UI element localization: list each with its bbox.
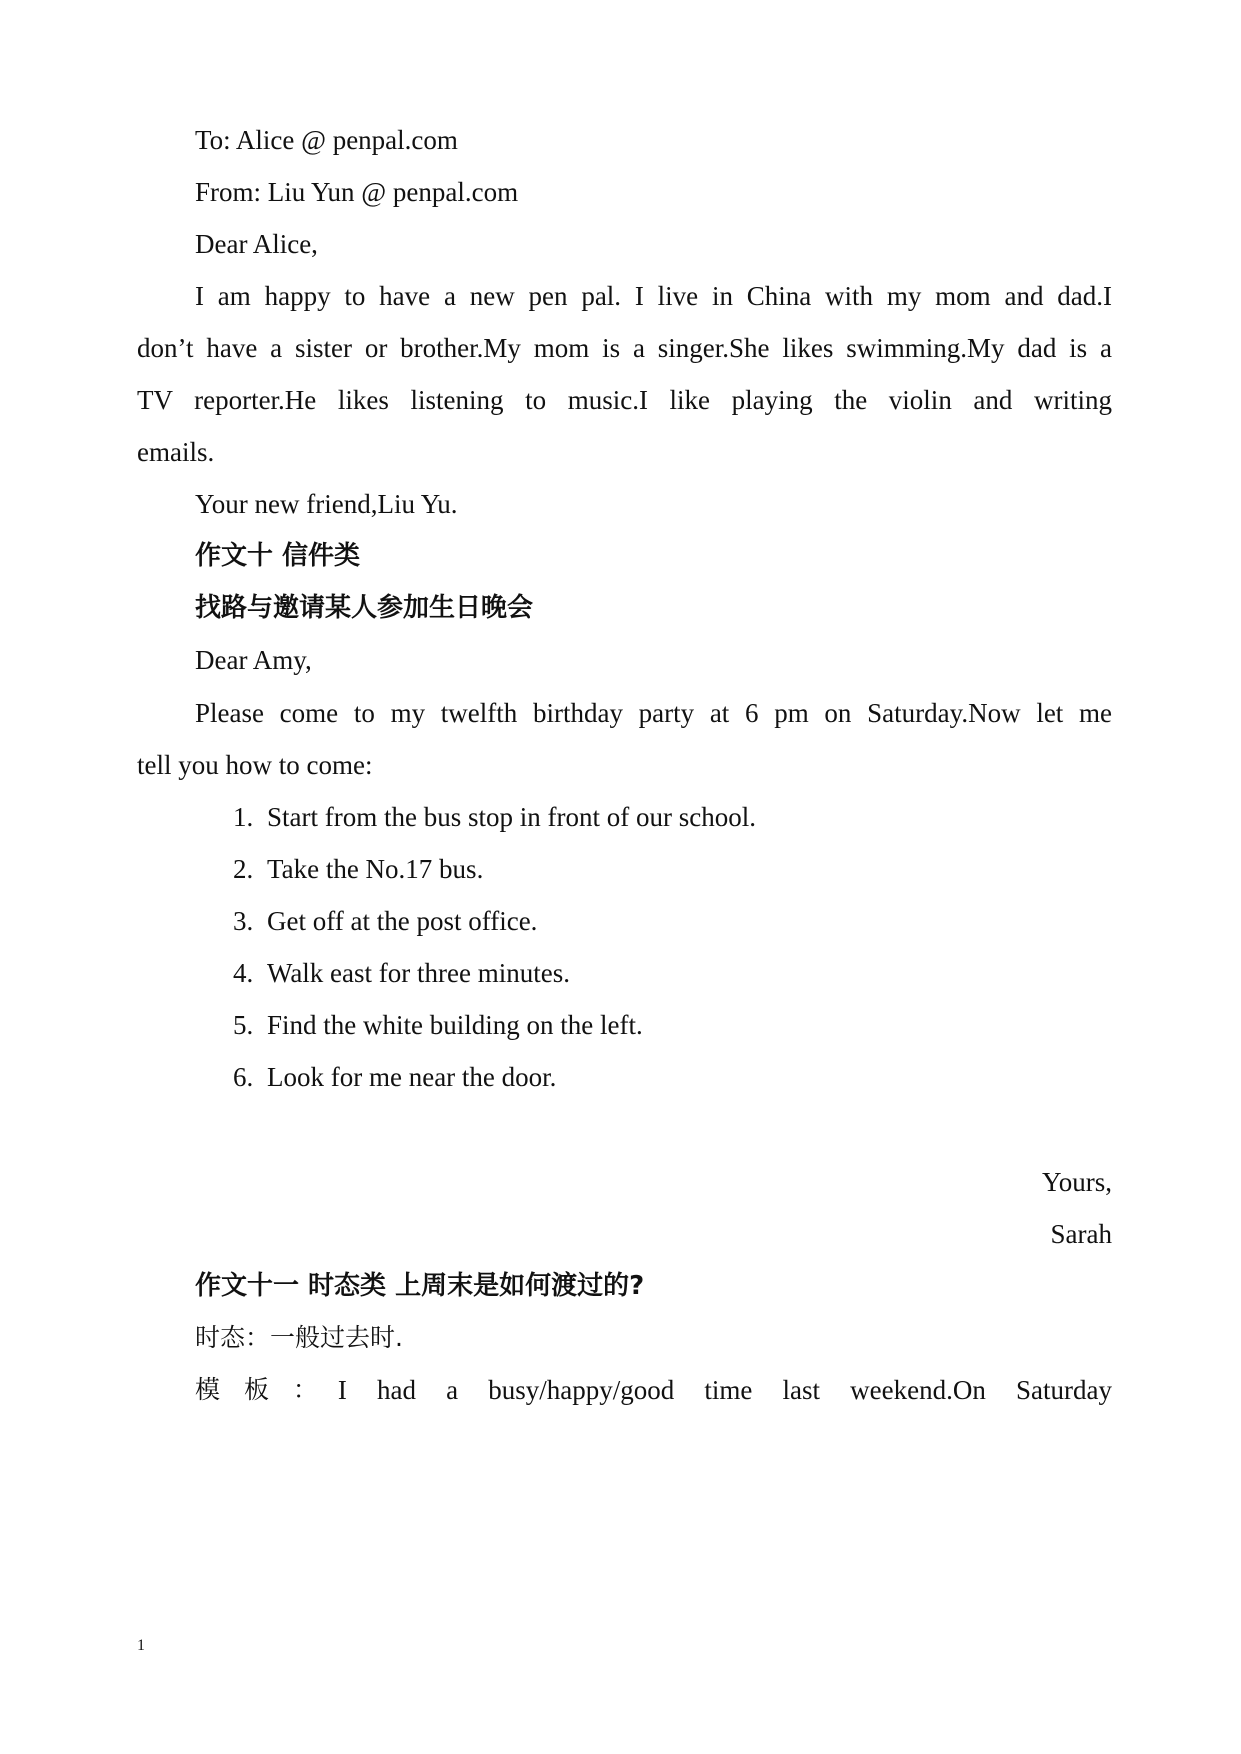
email-to-line: To: Alice @ penpal.com xyxy=(195,125,458,155)
letter2-intro-line: tell you how to come: xyxy=(137,750,373,780)
direction-step xyxy=(233,851,483,887)
letter2-signature: Sarah xyxy=(1050,1219,1112,1249)
template-label: 模 板 ： xyxy=(195,1375,326,1404)
letter1-body-line: don’t have a sister or brother.My mom is a singer.She likes swimming.My dad is a xyxy=(137,333,1112,363)
letter1-body-line: TV reporter.He likes listening to music.I like playing the violin and writing xyxy=(137,385,1112,415)
letter2-greeting: Dear Amy, xyxy=(195,645,312,675)
step-number: 3. xyxy=(233,906,254,936)
direction-step xyxy=(233,955,570,991)
step-number: 2. xyxy=(233,854,254,884)
section10-subheading: 找路与邀请某人参加生日晚会 xyxy=(195,593,534,623)
direction-step xyxy=(233,1059,556,1095)
step-text: Find the white building on the left. xyxy=(267,1010,643,1040)
letter2-signoff: Yours, xyxy=(1041,1167,1112,1197)
direction-step xyxy=(233,903,537,939)
direction-step xyxy=(233,799,756,835)
template-line xyxy=(195,1372,1112,1408)
letter1-closing: Your new friend,Liu Yu. xyxy=(195,489,458,519)
letter1-body-line: I am happy to have a new pen pal. I live in China with my mom and dad.I xyxy=(195,281,1112,311)
tense-line: 时态：一般过去时. xyxy=(195,1323,403,1352)
step-number: 1. xyxy=(233,802,254,832)
letter1-body-line: emails. xyxy=(137,437,215,467)
letter2-intro-line: Please come to my twelfth birthday party at 6 pm on Saturday.Now let me xyxy=(195,698,1112,728)
step-text: Walk east for three minutes. xyxy=(267,958,570,988)
step-text: Start from the bus stop in front of our school. xyxy=(267,802,756,832)
step-number: 6. xyxy=(233,1062,254,1092)
letter1-greeting: Dear Alice, xyxy=(195,229,318,259)
step-number: 4. xyxy=(233,958,254,988)
section10-heading: 作文十 信件类 xyxy=(195,541,361,571)
page-number: 1 xyxy=(137,1637,145,1654)
section11-heading: 作文十一 时态类 上周末是如何渡过的? xyxy=(195,1271,645,1301)
step-text: Look for me near the door. xyxy=(267,1062,557,1092)
step-text: Get off at the post office. xyxy=(267,906,538,936)
direction-step xyxy=(233,1007,643,1043)
email-from-line: From: Liu Yun @ penpal.com xyxy=(195,177,519,207)
template-text: I had a busy/happy/good time last weekend.On Saturday xyxy=(337,1375,1112,1405)
step-text: Take the No.17 bus. xyxy=(267,854,484,884)
step-number: 5. xyxy=(233,1010,254,1040)
